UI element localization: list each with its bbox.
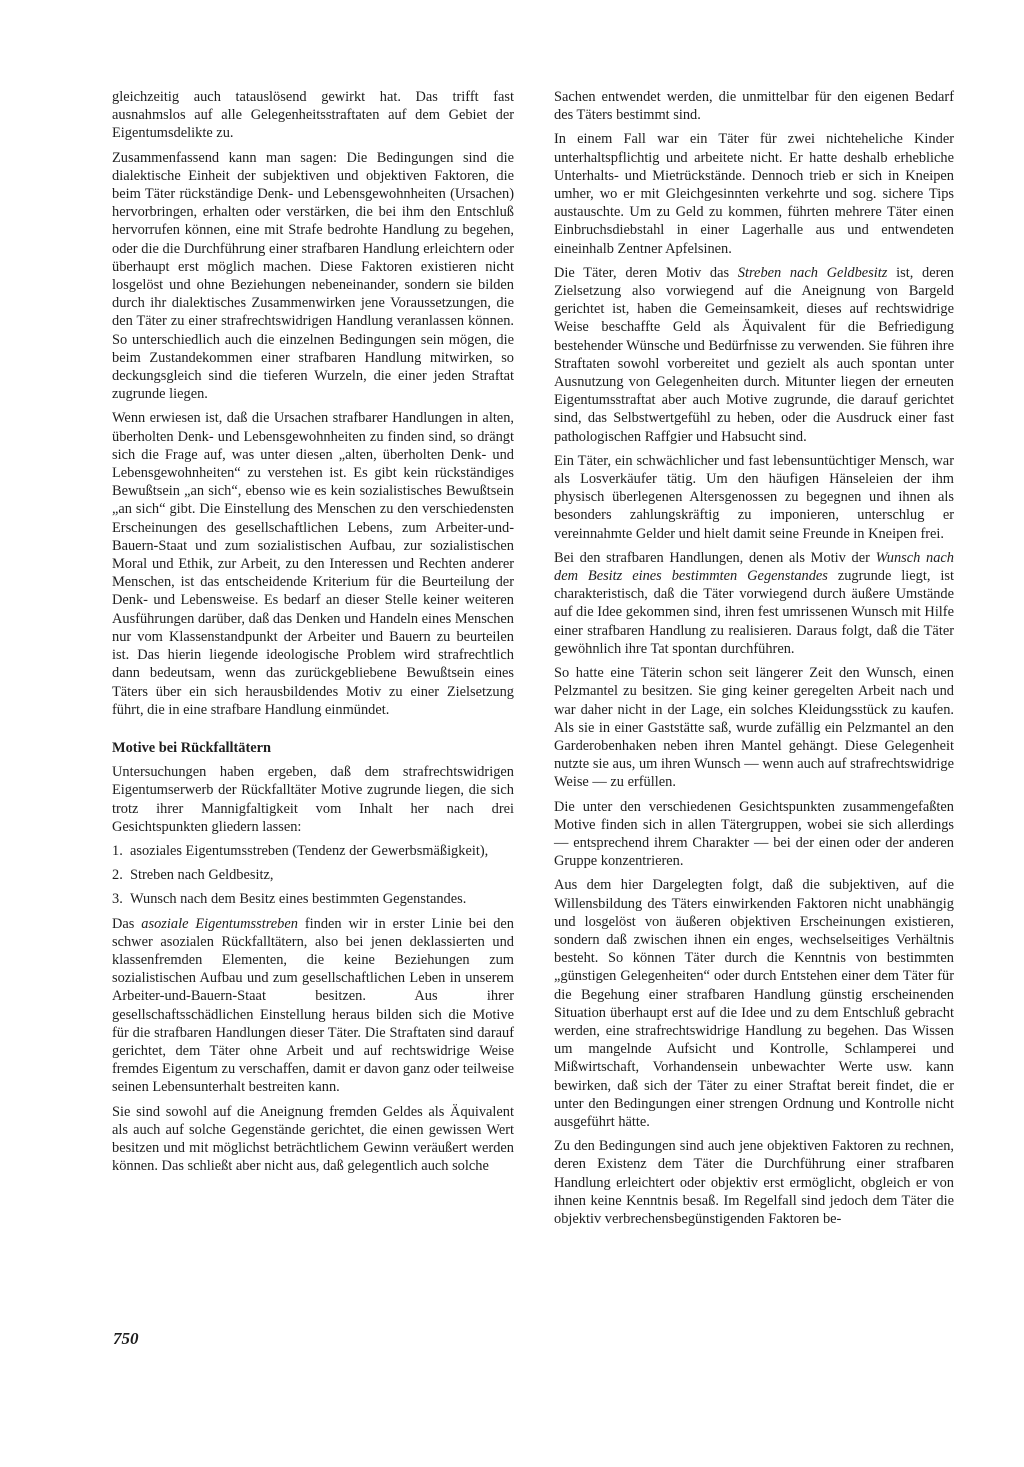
paragraph: Zu den Bedingungen sind auch jene objektiven Faktoren zu rechnen, deren Existenz dem Täter die Durchführung einer strafbaren Handlung erleichtert oder objektiv erst ermöglicht, obgleich er von ihnen keine Kenntnis besaß. Im Regelfall sind jedoch dem Täter die objektiv verbrechensbegünstigenden Faktoren be- bbox=[554, 1138, 954, 1227]
paragraph: Wenn erwiesen ist, daß die Ursachen strafbarer Handlungen in alten, überholten Denk- und Lebensgewohnheiten zu finden sind, so drängt sich die Frage auf, was unter diesen „alten, überholten Denk- und Lebensgewohnheiten“ zu verstehen ist. Es gibt kein rückständiges Bewußtsein „an sich“, ebenso wie es kein sozialistisches Bewußtsein „an sich“ gibt. Die Einstellung des Menschen zu den verschiedensten Erscheinungen des gesellschaftlichen Lebens, zum Arbeiter-und-Bauern-Staat und zum sozialistischen Aufbau, zur sozialistischen Moral und Ethik, zur Arbeit, zu den Interessen und Rechten anderer Menschen, ist das entscheidende Kriterium für die Beurteilung der Denk- und Lebensweise. Es bedarf an dieser Stelle keiner weiteren Ausführungen darüber, daß das Denken und Handeln eines Menschen nur vom Klassenstandpunkt der Arbeiter und Bauern zu beurteilen ist. Das hierin liegende ideologische Problem wird strafrechtlich dann bedeutsam, wenn das zurückgebliebene Bewußtsein eines Täters über ein sich herausbildendes Motiv zu einer Zielsetzung führt, die in eine strafbare Handlung einmündet. bbox=[112, 410, 514, 718]
paragraph: gleichzeitig auch tatauslösend gewirkt hat. Das trifft fast ausnahmslos auf alle Gelegenheitsstraftaten auf dem Gebiet der Eigentumsdelikte zu. bbox=[112, 89, 514, 142]
emphasis: asoziale Eigentumsstreben bbox=[141, 915, 298, 932]
list-number: 3. bbox=[112, 891, 123, 908]
text-run: zugrunde liegt, ist charakteristisch, daß die Täter vorwiegend durch äußere Umstände auf die Idee gekommen sind, ihren fest umrissenen Wunsch mit Hilfe einer strafbaren Handlung zu realisieren. Daraus folgt, daß die Täter gewöhnlich ihre Tat spontan durchführen. bbox=[554, 568, 954, 657]
paragraph bbox=[112, 915, 514, 1097]
list-number: 1. bbox=[112, 842, 123, 859]
text-run: ist, deren Zielsetzung also vorwiegend auf die Aneignung von Bargeld gerichtet ist, haben die Gemeinsamkeit, dieses auf rechtswidrige Weise beschaffte Geld als Äquivalent für die Befriedigung bestehender Wünsche und Bedürfnisse zu verwenden. Sie führen ihre Straftaten sowohl vorbereitet und gezielt als auch spontan unter Ausnutzung von Gelegenheiten durch. Mitunter liegen der erneuten Eigentumsstraftat aber auch Motive zugrunde, die darauf gerichtet sind, das Selbstwertgefühl zu heben, oder die Ausdruck einer fast pathologischen Raffgier und Habsucht sind. bbox=[554, 264, 954, 445]
right-column bbox=[554, 88, 954, 1234]
page-number: 750 bbox=[113, 1329, 139, 1348]
emphasis: Streben nach Geldbesitz bbox=[737, 264, 888, 281]
left-column bbox=[112, 88, 514, 1181]
list-item bbox=[112, 890, 514, 908]
text-run: Die Täter, deren Motiv das bbox=[554, 264, 738, 281]
list-text: Wunsch nach dem Besitz eines bestimmten Gegenstandes. bbox=[130, 891, 467, 908]
paragraph: Aus dem hier Dargelegten folgt, daß die subjektiven, auf die Willensbildung des Täters einwirkenden Faktoren nicht unabhängig und losgelöst von äußeren objektiven Erscheinungen existieren, sondern daß zwischen ihnen ein enges, wechselseitiges Verhältnis besteht. So können Täter durch die Kenntnis von bestimmten „günstigen Gelegenheiten“ oder durch Entstehen einer dem Täter für die Begehung einer strafbaren Handlung günstig erscheinenden Situation überhaupt erst auf die Idee und zu dem Entschluß gebracht werden, eine strafrechtswidrige Handlung zu begehen. Das Wissen um mangelnde Aufsicht und Kontrolle, Schlamperei und Mißwirtschaft, Vorhandensein unbewachter Werte usw. kann bewirken, daß sich der Täter zu einer Straftat bereit findet, die er unter den Bedingungen einer strengen Ordnung und Kontrolle nicht ausgeführt hätte. bbox=[554, 877, 954, 1130]
paragraph: Sie sind sowohl auf die Aneignung fremden Geldes als Äquivalent als auch auf solche Gegenstände gerichtet, die einen gewissen Wert besitzen und mit möglichst beträchtlichem Gewinn veräußert werden können. Das schließt aber nicht aus, daß gelegentlich auch solche bbox=[112, 1103, 514, 1175]
paragraph: Zusammenfassend kann man sagen: Die Bedingungen sind die dialektische Einheit der subjektiven und objektiven Faktoren, die beim Täter rückständige Denk- und Lebensgewohnheiten (Ursachen) hervorbringen, erhalten oder verstärken, die bei ihm den Entschluß hervorrufen können, eine mit Strafe bedrohte Handlung zu begehen, oder die die Durchführung einer strafbaren Handlung erleichtern oder überhaupt erst möglich machen. Diese Faktoren existieren nicht losgelöst und ohne Beziehungen nebeneinander, sondern sie bilden durch ihr dialektisches Zusammenwirken jene Voraussetzungen, die den Täter zu einer strafrechtswidrigen Handlung veranlassen können. So unterschiedlich auch die einzelnen Bedingungen sein mögen, die beim Zustandekommen einer strafbaren Handlung mitwirken, so deckungsgleich sind die tieferen Wurzeln, die einer jeden Straftat zugrunde liegen. bbox=[112, 149, 514, 403]
section-heading: Motive bei Rückfalltätern bbox=[112, 739, 272, 756]
list-text: asoziales Eigentumsstreben (Tendenz der Gewerbsmäßigkeit), bbox=[130, 842, 489, 859]
list-number: 2. bbox=[112, 867, 123, 884]
paragraph: Die unter den verschiedenen Gesichtspunkten zusammengefaßten Motive finden sich in allen Tätergruppen, wobei sie sich allerdings — entsprechend ihrem Charakter — bei der einen oder der anderen Gruppe konzentrieren. bbox=[554, 798, 954, 870]
text-run: Bei den strafbaren Handlungen, denen als Motiv der bbox=[554, 549, 876, 566]
emphasis: Wunsch nach dem Besitz eines bestimmten Gegenstandes bbox=[554, 549, 954, 585]
list-item bbox=[112, 842, 514, 860]
paragraph: So hatte eine Täterin schon seit längerer Zeit den Wunsch, einen Pelzmantel zu besitzen. Sie ging keiner geregelten Arbeit nach und war daher nicht in der Lage, ein solches Kleidungsstück zu kaufen. Als sie in einer Gaststätte saß, wurde zufällig ein Pelzmantel an den Garderobenhaken neben ihren Mantel gehängt. Diese Gelegenheit nutzte sie aus, um ihren Wunsch — wenn auch auf strafrechtswidrige Weise — zu erfüllen. bbox=[554, 665, 954, 791]
paragraph bbox=[554, 549, 954, 658]
text-run: Das bbox=[112, 915, 142, 932]
text-run: finden wir in erster Linie bei den schwer asozialen Rückfalltätern, also bei jenen deklassierten und klassenfremden Elementen, die keine Beziehungen zum sozialistischen Aufbau und zum gesellschaftlichen Leben in unserem Arbeiter-und-Bauern-Staat besitzen. Aus ihrer gesellschaftsschädlichen Einstellung heraus bilden sich die Motive für die strafbaren Handlungen dieser Täter. Die Straftaten sind darauf gerichtet, dem Täter ohne Arbeit und auf rechtswidrige Weise fremdes Eigentum zu verschaffen, damit er davon ganz oder teilweise seinen Lebensunterhalt bestreiten kann. bbox=[112, 915, 515, 1096]
paragraph bbox=[554, 264, 954, 446]
list-item bbox=[112, 866, 514, 884]
paragraph: Sachen entwendet werden, die unmittelbar für den eigenen Bedarf des Täters bestimmt sind. bbox=[554, 89, 954, 124]
paragraph: In einem Fall war ein Täter für zwei nichteheliche Kinder unterhaltspflichtig und arbeitete nicht. Er hatte deshalb erhebliche Unterhalts- und Mietrückstände. Dennoch trieb er sich in Kneipen umher, wo er mit Gleichgesinnten verkehrte und sog. sichere Tips austauschte. Um zu Geld zu kommen, führten mehrere Täter einen Einbruchsdiebstahl in einer Lagerhalle aus und entwendeten eineinhalb Zentner Apfelsinen. bbox=[554, 131, 954, 257]
list-text: Streben nach Geldbesitz, bbox=[130, 867, 274, 884]
paragraph: Untersuchungen haben ergeben, daß dem strafrechtswidrigen Eigentumserwerb der Rückfalltäter Motive zugrunde liegen, die sich trotz ihrer Mannigfaltigkeit vom Inhalt her nach drei Gesichtspunkten gliedern lassen: bbox=[112, 764, 514, 835]
paragraph: Ein Täter, ein schwächlicher und fast lebensuntüchtiger Mensch, war als Losverkäufer tätig. Um den häufigen Hänseleien der ihm physisch überlegenen Altersgenossen zu begegnen und ihnen als besonders zahlungskräftig zu imponieren, unterschlug er vereinnahmte Gelder und hielt damit seine Freunde in Kneipen frei. bbox=[554, 452, 954, 542]
